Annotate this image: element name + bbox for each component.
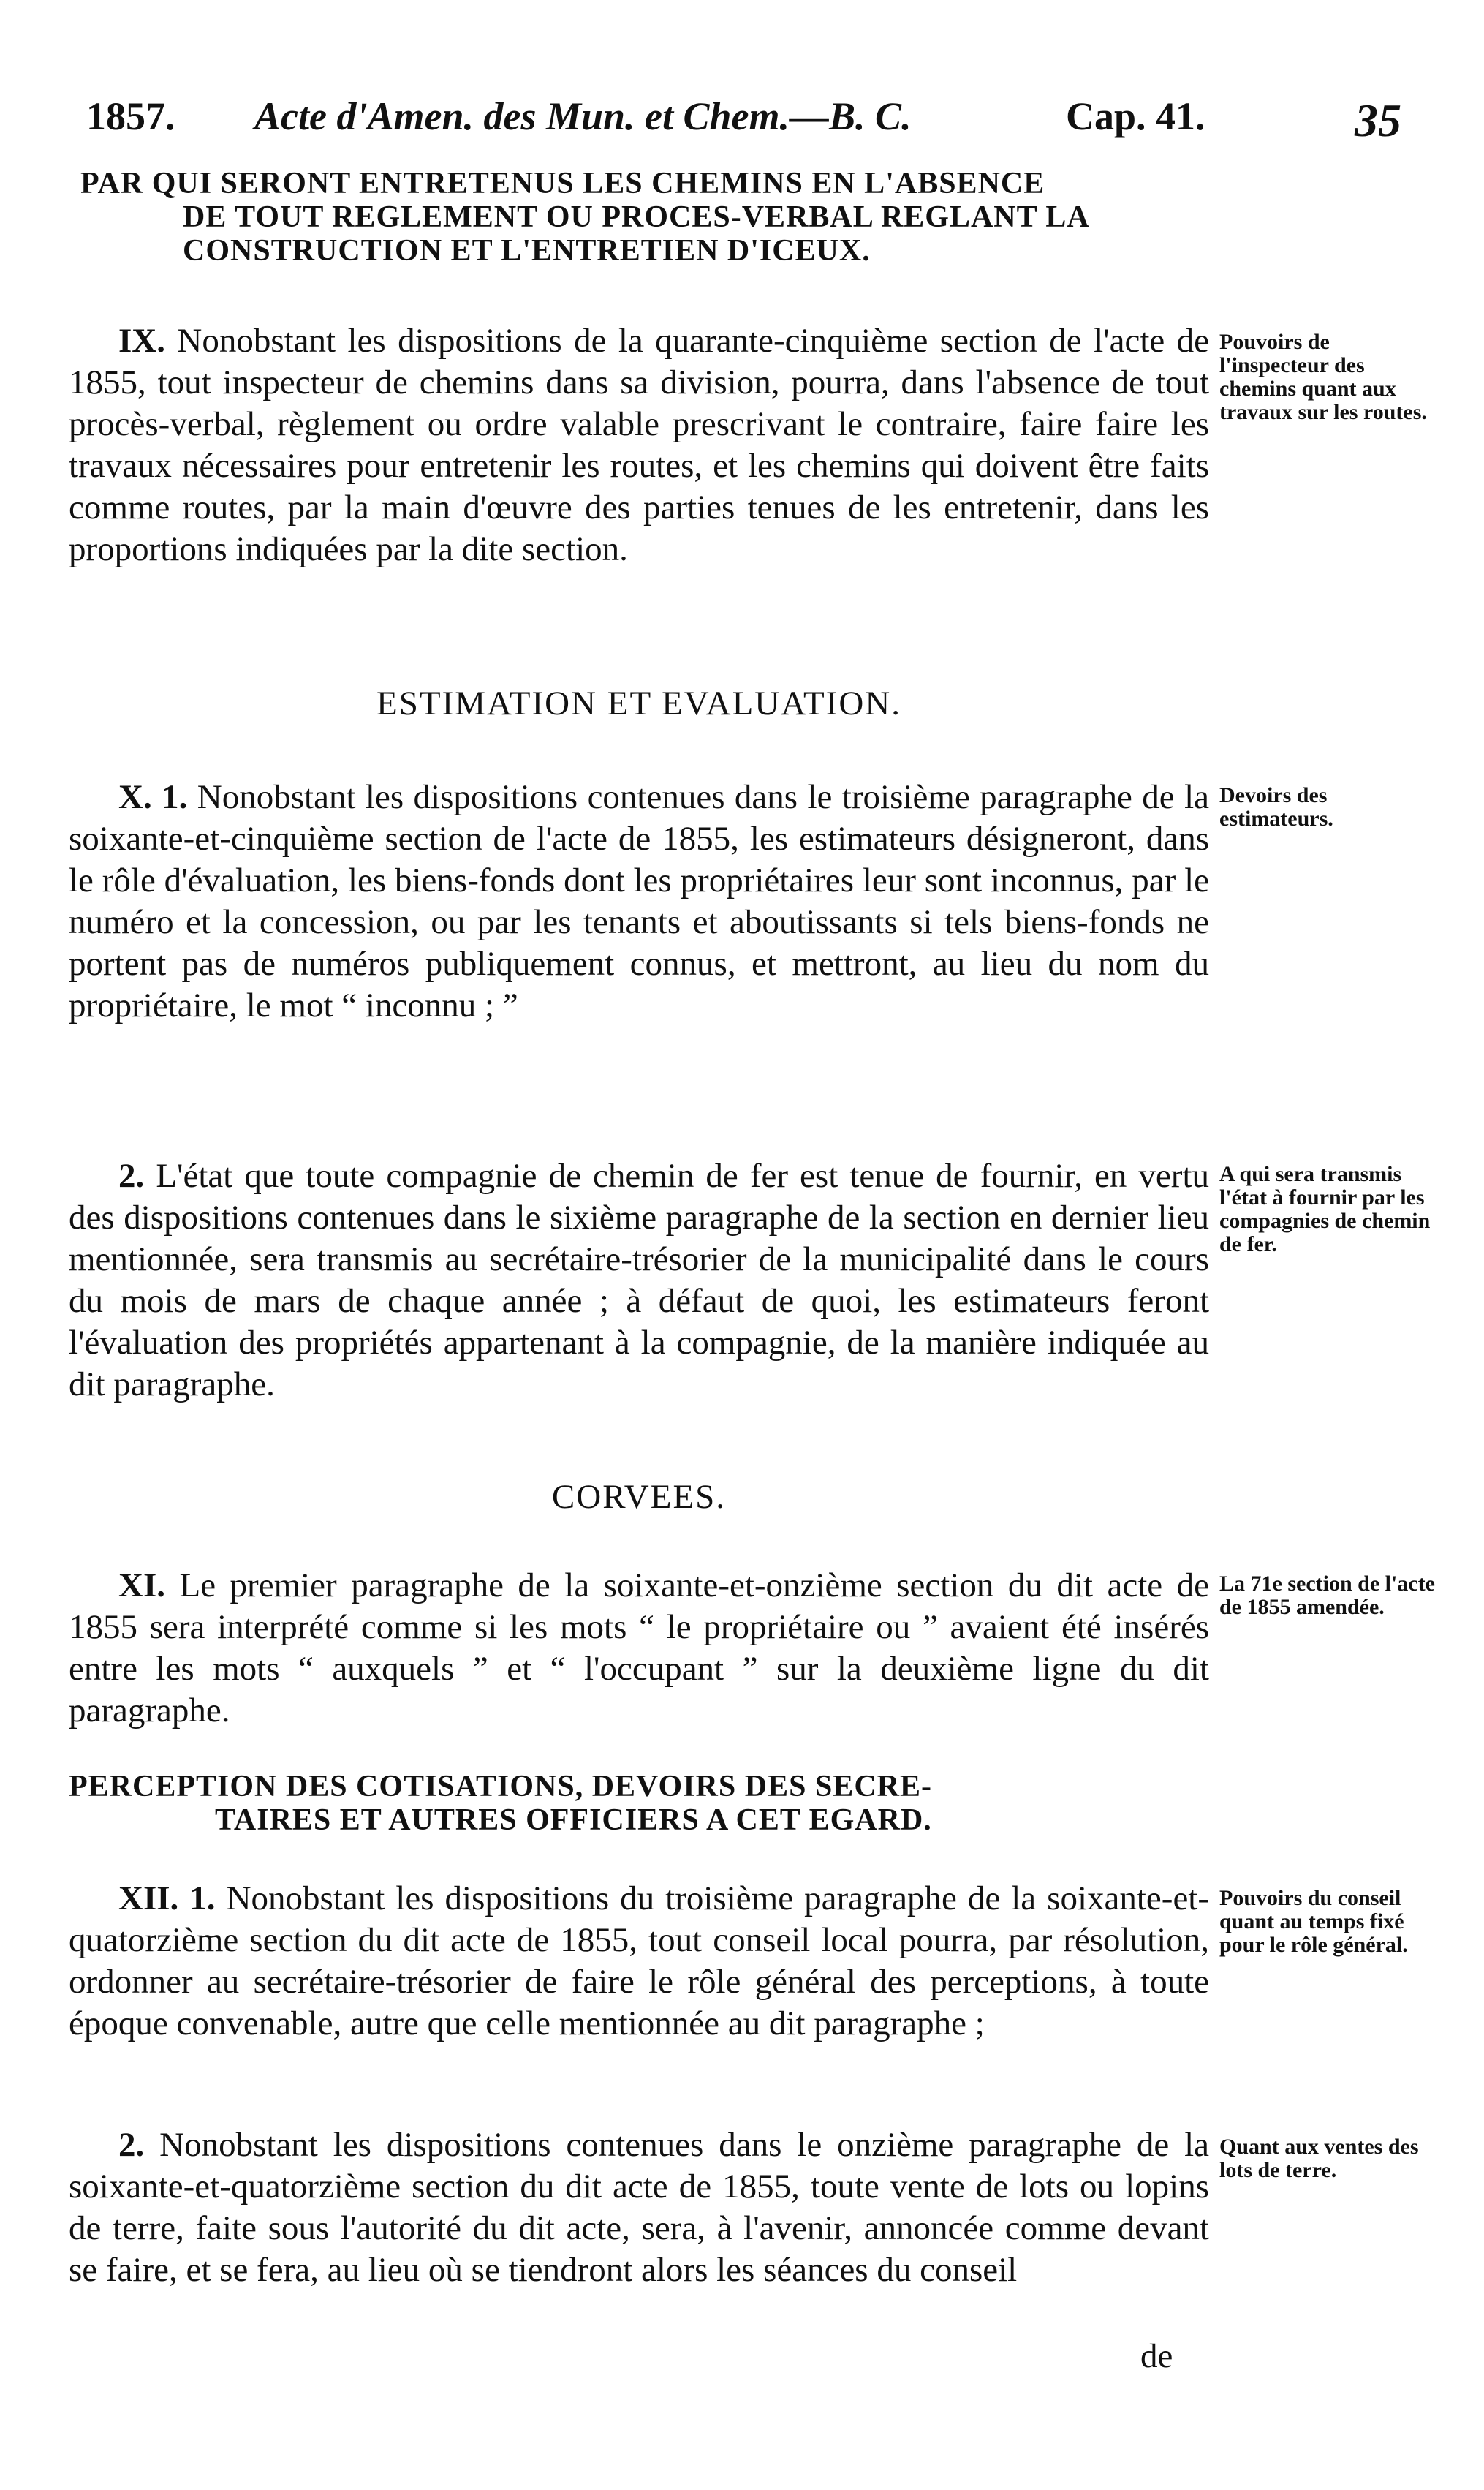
section-text: L'état que toute compagnie de chemin de fer est tenue de fournir, en vertu des dispositions contenues dans le sixième paragraphe de la section en dernier lieu mentionnée, sera transmis au secrétaire-trésorier de la municipalité dans le cours du mois de mars de chaque année ; à défaut de quoi, les estimateurs feront l'évaluation des propriétés appartenant à la compagnie, de la manière indiquée au dit paragraphe.: [69, 1157, 1210, 1403]
section-number: XI.: [118, 1566, 165, 1604]
section-number: IX.: [118, 322, 165, 360]
margin-note-xii-2: Quant aux ventes des lots de terre.: [1219, 2135, 1419, 2182]
heading-line: DE TOUT REGLEMENT OU PROCES-VERBAL REGLANT LA: [183, 200, 1090, 234]
section-number: 2.: [118, 2126, 145, 2164]
section-text: Nonobstant les dispositions contenues dans le troisième paragraphe de la soixante-et-cinquième section de l'acte de 1855, les estimateurs désigneront, dans le rôle d'évaluation, les biens-fonds dont les propriétaires leur sont inconnus, par le numéro et la concession, ou par les tenants et aboutissants si tels biens-fonds ne portent pas de numéros publiquement connus, et mettront, au lieu du nom du propriétaire, le mot “ inconnu ; ”: [69, 778, 1210, 1025]
section-number: XII. 1.: [118, 1879, 216, 1917]
section-xi: [69, 1565, 1209, 1732]
catchword: de: [1140, 2337, 1173, 2375]
margin-note-ix: Pouvoirs de l'inspecteur des chemins quant aux travaux sur les routes.: [1219, 330, 1427, 424]
heading-line: PERCEPTION DES COTISATIONS, DEVOIRS DES SECRE-: [69, 1770, 932, 1803]
section-xii-1: [69, 1878, 1209, 2045]
heading-line: PAR QUI SERONT ENTRETENUS LES CHEMINS EN L'ABSENCE: [80, 167, 1045, 200]
section-xii-2: [69, 2124, 1209, 2291]
margin-note-xii-1: Pouvoirs du conseil quant au temps fixé pour le rôle général.: [1219, 1886, 1408, 1957]
heading-perception: [69, 1770, 932, 1837]
running-head-title: Acte d'Amen. des Mun. et Chem.—B. C.: [254, 94, 912, 138]
section-number: X. 1.: [118, 778, 188, 816]
margin-note-x-1: Devoirs des estimateurs.: [1219, 783, 1333, 831]
heading-roads-maintenance: [80, 167, 1090, 268]
heading-line: CONSTRUCTION ET L'ENTRETIEN D'ICEUX.: [183, 234, 871, 268]
section-text: Le premier paragraphe de la soixante-et-onzième section du dit acte de 1855 sera interprété comme si les mots “ le propriétaire ou ” avaient été insérés entre les mots “ auxquels ” et “ l'occupant ” sur la deuxième ligne du dit paragraphe.: [69, 1566, 1209, 1729]
section-text: Nonobstant les dispositions de la quarante-cinquième section de l'acte de 1855, tout inspecteur de chemins dans sa division, pourra, dans l'absence de tout procès-verbal, règlement ou ordre valable prescrivant le contraire, faire faire les travaux nécessaires pour entretenir les routes, et les chemins qui doivent être faits comme routes, par la main d'œuvre des parties tenues de les entretenir, dans les proportions indiquées par la dite section.: [69, 322, 1209, 568]
running-head-year: 1857.: [86, 94, 175, 138]
section-x-1: [69, 777, 1209, 1027]
page-number: 35: [1355, 94, 1401, 146]
section-text: Nonobstant les dispositions du troisième paragraphe de la soixante-et-quatorzième section du dit acte de 1855, tout conseil local pourra, par résolution, ordonner au secrétaire-trésorier de faire le rôle général des perceptions, à toute époque convenable, autre que celle mentionnée au dit paragraphe ;: [69, 1879, 1210, 2042]
running-head: [86, 94, 1417, 145]
heading-corvees: CORVEES.: [551, 1478, 727, 1516]
running-head-chapter: Cap. 41.: [1066, 94, 1205, 138]
heading-estimation: ESTIMATION ET EVALUATION.: [376, 684, 901, 723]
section-x-2: [69, 1155, 1209, 1406]
section-ix: [69, 320, 1209, 570]
margin-note-xi: La 71e section de l'acte de 1855 amendée.: [1219, 1572, 1435, 1619]
heading-line: TAIRES ET AUTRES OFFICIERS A CET EGARD.: [215, 1803, 932, 1837]
margin-note-x-2: A qui sera transmis l'état à fournir par les compagnies de chemin de fer.: [1219, 1162, 1431, 1256]
section-number: 2.: [118, 1157, 145, 1195]
section-text: Nonobstant les dispositions contenues dans le onzième paragraphe de la soixante-et-quatorzième section du dit acte de 1855, toute vente de lots ou lopins de terre, faite sous l'autorité du dit acte, sera, à l'avenir, annoncée comme devant se faire, et se fera, au lieu où se tiendront alors les séances du conseil: [69, 2126, 1210, 2289]
